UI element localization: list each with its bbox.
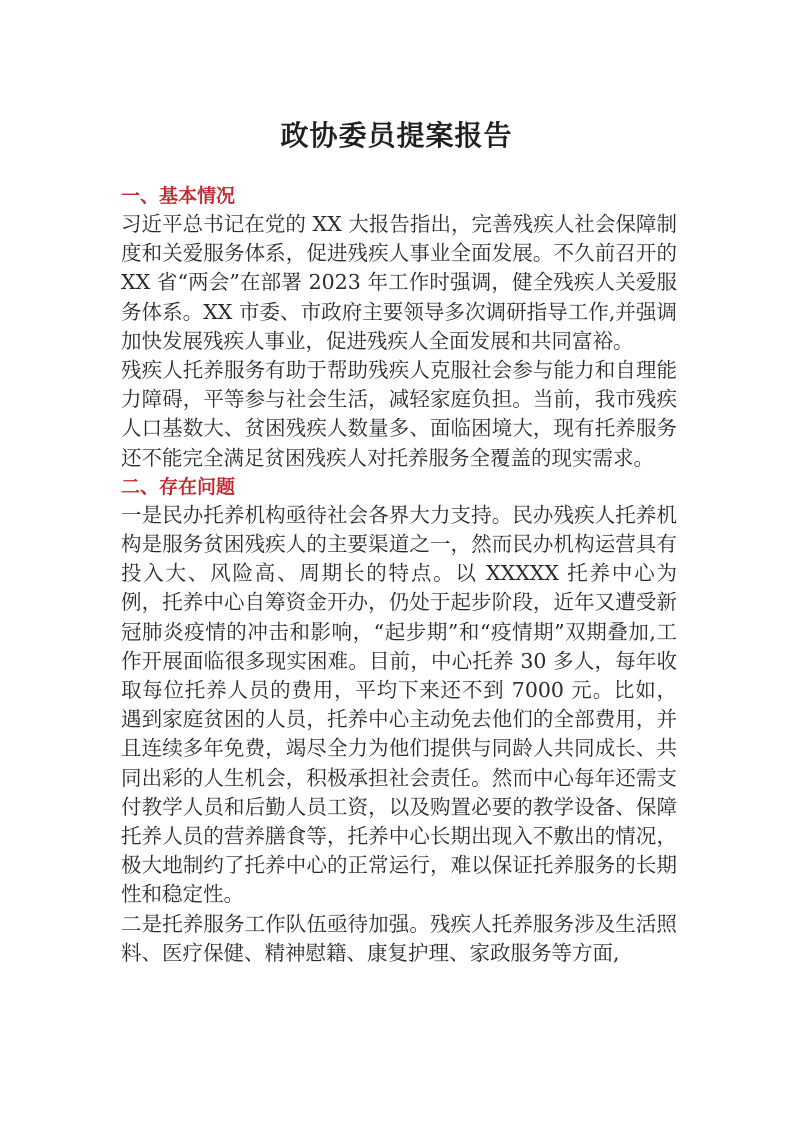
paragraph: 二是托养服务工作队伍亟待加强。残疾人托养服务涉及生活照料、医疗保健、精神慰籍、康复护理、家政服务等方面, [121,911,677,965]
section-heading: 一、基本情况 [121,185,236,207]
document-title: 政协委员提案报告 [280,119,513,152]
section-heading: 二、存在问题 [121,475,236,498]
paragraph: 残疾人托养服务有助于帮助残疾人克服社会参与能力和自理能力障碍，平等参与社会生活，减轻家庭负担。当前，我市残疾人口基数大、贫困残疾人数量多、面临困境大，现有托养服务还不能完全满足贫困残疾人对托养服务全覆盖的现实需求。 [121,358,677,470]
section-existing-problems [121,473,677,968]
paragraph: 一是民办托养机构亟待社会各界大力支持。民办残疾人托养机构是服务贫困残疾人的主要渠道之一，然而民办机构运营具有投入大、风险高、周期长的特点。以 XXXXX 托养中心为例，托养中心自筹资金开办，仍处于起步阶段，近年又遭受新冠肺炎疫情的冲击和影响，“起步期”和“疫情期”双期叠加,工作开展面临很多现实困难。目前，中心托养 30 多人，每年收取每位托养人员的费用，平均下来还不到 7000 元。比如，遇到家庭贫困的人员，托养中心主动免去他们的全部费用，并且连续多年免费，竭尽全力为他们提供与同龄人共同成长、共同出彩的人生机会，积极承担社会责任。然而中心每年还需支付教学人员和后勤人员工资，以及购置必要的教学设备、保障托养人员的营养膳食等，托养中心长期出现入不敷出的情况，极大地制约了托养中心的正常运行，难以保证托养服务的长期性和稳定性。 [121,502,677,907]
paragraph: 习近平总书记在党的 XX 大报告指出，完善残疾人社会保障制度和关爱服务体系，促进残疾人事业全面发展。不久前召开的 XX 省“两会”在部署 2023 年工作时强调，健全残疾人关爱服务体系。XX 市委、市政府主要领导多次调研指导工作,并强调加快发展残疾人事业，促进残疾人全面发展和共同富裕。 [121,212,677,353]
section-basic-situation [121,182,677,473]
document-body [121,182,677,968]
